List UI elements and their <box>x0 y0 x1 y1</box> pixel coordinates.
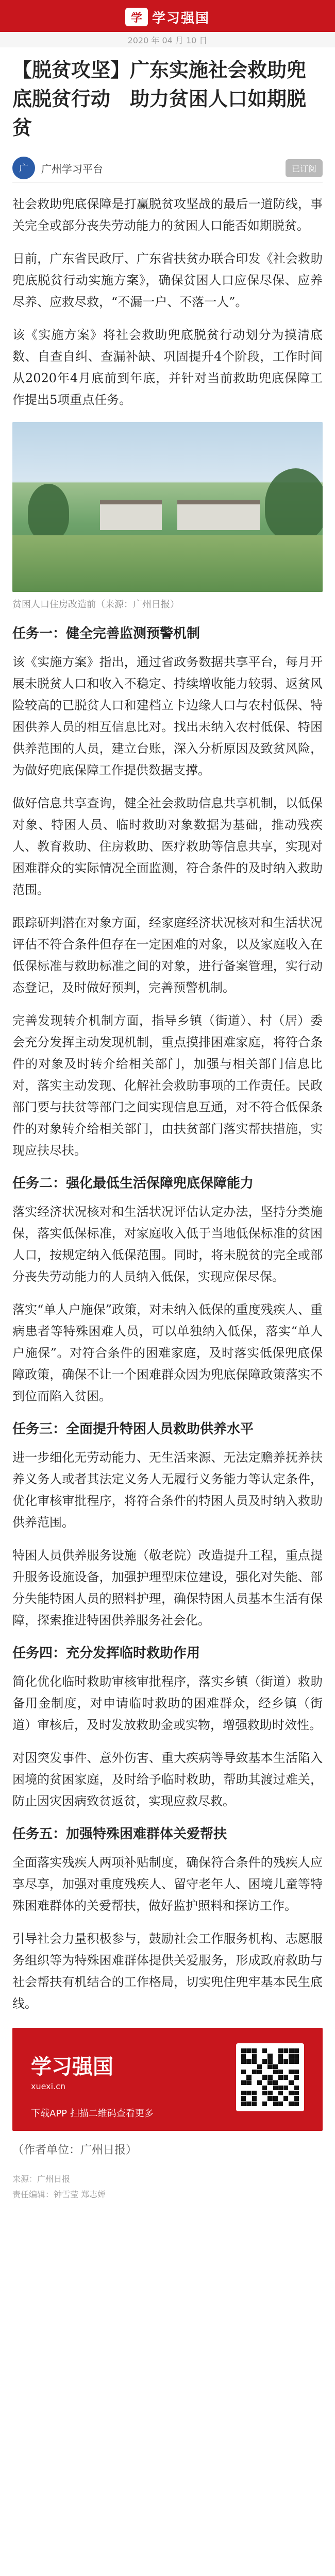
source-line: （作者单位：广州日报） <box>12 2144 138 2157</box>
author-name[interactable]: 广州学习平台 <box>41 162 103 175</box>
task-5-paragraph-1: 全面落实残疾人两项补贴制度，确保符合条件的残疾人应享尽享，加强对重度残疾人、留守老年人、困境儿童等特殊困难群体的关爱帮扶，做好监护照料和探访工作。 <box>12 1855 323 1913</box>
logo-text: 学习强国 <box>152 10 210 26</box>
task-1-paragraph-2: 做好信息共享查询，健全社会救助信息共享机制，以低保对象、特困人员、临时救助对象数据为基础，推动残疾人、教育救助、住房救助、医疗救助等信息共享，实现对困难群众的实际情况全面监测，符合条件的及时纳入救助范围。 <box>12 796 323 897</box>
task-1-paragraph-3: 跟踪研判潜在对象方面，经家庭经济状况核对和生活状况评估不符合条件但存在一定困难的对象，以及家庭收入在低保标准与救助标准之间的对象，进行备案管理，实行动态登记，及时做好预判，完善预警机制。 <box>12 916 323 995</box>
intro-paragraph-3: 该《实施方案》将社会救助兜底脱贫行动划分为摸清底数、自查自纠、查漏补缺、巩固提升4个阶段，工作时间从2020年4月底前到年底，并针对当前救助兜底保障工作提出5项重点任务。 <box>12 328 323 407</box>
task-1-paragraph-1: 该《实施方案》指出，通过省政务数据共享平台，每月开展未脱贫人口和收入不稳定、持续增收能力较弱、返贫风险较高的已脱贫人口和建档立卡边缘人口与农村低保、特困供养人员的相互信息比对。找出未纳入农村低保、特困供养范围的人员，建立台账，深入分析原因及致贫风险，为做好兜底保障工作提供数据支撑。 <box>12 655 323 777</box>
brand-logo <box>0 4 335 30</box>
task-4-paragraph-2: 对因突发事件、意外伤害、重大疾病等导致基本生活陷入困境的贫困家庭，及时给予临时救助，帮助其渡过难关，防止因灾因病致贫返贫，实现应救尽救。 <box>12 1751 323 1808</box>
banner-logo: 学习强国 <box>31 2055 113 2079</box>
task-heading-2: 任务二：强化最低生活保障兜底保障能力 <box>12 1176 254 1191</box>
app-header <box>0 0 335 47</box>
task-2-paragraph-1: 落实经济状况核对和生活状况评估认定办法，坚持分类施保，落实低保标准，对家庭收入低于当地低保标准的贫困人口，按规定纳入低保范围。同时，将未脱贫的完全或部分丧失劳动能力的人员纳入低保，实现应保尽保。 <box>12 1205 323 1284</box>
banner-download-text: 下载APP 扫描二维码查看更多 <box>31 2108 154 2119</box>
meta-editor: 责任编辑：钟雪莹 郑志婵 <box>12 2190 106 2199</box>
task-heading-4: 任务四：充分发挥临时救助作用 <box>12 1646 200 1661</box>
article-photo <box>12 422 323 592</box>
intro-paragraph-1: 社会救助兜底保障是打赢脱贫攻坚战的最后一道防线，事关完全或部分丧失劳动能力的贫困人口能否如期脱贫。 <box>12 197 323 233</box>
task-2-paragraph-2: 落实“单人户施保”政策，对未纳入低保的重度残疾人、重病患者等特殊困难人员，可以单独纳入低保，落实“单人户施保”。对符合条件的困难家庭，及时落实低保兜底保障政策，确保不让一个困难群众因为兜底保障政策落实不到位而陷入贫困。 <box>12 1302 323 1403</box>
task-1-paragraph-4: 完善发现转介机制方面，指导乡镇（街道）、村（居）委会充分发挥主动发现机制，重点摸排困难家庭，将符合条件的对象及时转介给相关部门，加强与相关部门信息比对，落实主动发现、化解社会救助事项的工作责任。民政部门要与扶贫等部门之间实现信息互通，对不符合低保条件的对象转介给相关部门，由扶贫部门落实帮扶措施，实现应扶尽扶。 <box>12 1013 323 1158</box>
download-banner[interactable] <box>12 2028 323 2131</box>
task-heading-3: 任务三：全面提升特困人员救助供养水平 <box>12 1421 254 1437</box>
task-heading-5: 任务五：加强特殊困难群体关爱帮扶 <box>12 1826 227 1842</box>
publish-date: 2020 年 04 月 10 日 <box>0 32 335 47</box>
photo-caption: 贫困人口住房改造前（来源：广州日报） <box>12 599 179 610</box>
meta-source: 来源：广州日报 <box>12 2174 71 2184</box>
article-content <box>0 56 335 2202</box>
intro-paragraph-2: 日前，广东省民政厅、广东省扶贫办联合印发《社会救助兜底脱贫行动实施方案》，确保贫困人口应保尽保、应养尽养、应救尽救，“不漏一户、不落一人”。 <box>12 251 323 309</box>
qr-code-icon <box>236 2043 304 2111</box>
banner-subtext: xuexi.cn <box>31 2081 66 2091</box>
task-5-paragraph-2: 引导社会力量积极参与，鼓励社会工作服务机构、志愿服务组织等为特殊困难群体提供关爱服务，形成政府救助与社会帮扶有机结合的工作格局，切实兜住兜牢基本民生底线。 <box>12 1931 323 2011</box>
task-3-paragraph-1: 进一步细化无劳动能力、无生活来源、无法定赡养抚养扶养义务人或者其法定义务人无履行义务能力等认定条件，优化审核审批程序，将符合条件的特困人员及时纳入救助供养范围。 <box>12 1450 323 1530</box>
task-3-paragraph-2: 特困人员供养服务设施（敬老院）改造提升工程，重点提升服务设施设备，加强护理型床位建设，强化对失能、部分失能特困人员的照料护理，确保特困人员基本生活有保障，探索推进特困供养服务社会化。 <box>12 1548 323 1628</box>
task-4-paragraph-1: 简化优化临时救助审核审批程序，落实乡镇（街道）救助备用金制度，对申请临时救助的困难群众，经乡镇（街道）审核后，及时发放救助金或实物，增强救助时效性。 <box>12 1674 323 1732</box>
avatar-icon[interactable]: 广 <box>12 157 35 179</box>
author-row <box>12 154 323 183</box>
subscribe-button[interactable]: 已订阅 <box>286 159 323 177</box>
logo-icon: 学 <box>125 8 148 26</box>
task-heading-1: 任务一：健全完善监测预警机制 <box>12 626 200 641</box>
article-title: 【脱贫攻坚】广东实施社会救助兜底脱贫行动 助力贫困人口如期脱贫 <box>12 58 307 139</box>
